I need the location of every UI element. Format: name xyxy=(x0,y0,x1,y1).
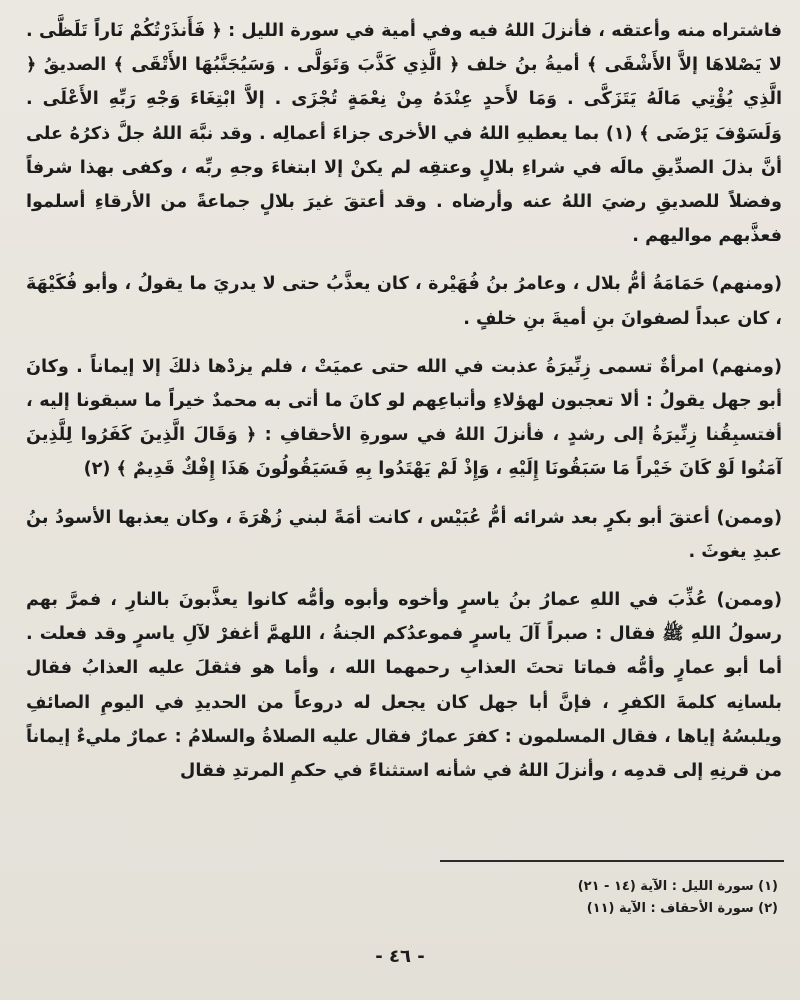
footnotes xyxy=(458,876,778,920)
main-text xyxy=(26,14,782,788)
page-number: - ٤٦ - xyxy=(375,946,425,967)
footnote-2: (٢) سورة الأحقاف : الآية (١١) xyxy=(586,901,778,916)
footnote-divider xyxy=(440,860,784,862)
paragraph-5: (وممن) عُذِّبَ في اللهِ عمارُ بنُ ياسرٍ وأخوه وأبوه وأمُّه كانوا يعذَّبونَ بالنارِ ، فمرَّ بهم رسولُ اللهِ ﷺ فقال : صبراً آلَ ياسرٍ فموعدُكم الجنةُ ، اللهمَّ أغفرْ لآلِ ياسرٍ وقد فعلت . أما أبو عمارٍ وأمُّه فماتا تحتَ العذابِ رحمهما الله ، وأما هو فثقلَ عليه العذابُ فقال بلسانِه كلمةَ الكفرِ ، فإنَّ أبا جهل كان يجعل له دروعاً من الحديدِ في اليومِ الصائفِ ويلبسُهُ إياها ، فقال المسلمون : كفرَ عمارٌ فقال عليه الصلاةُ والسلامُ : عمارٌ مليءٌ إيماناً من قرنِهِ إلى قدمِه ، وأنزلَ اللهُ في شأنه استثناءً في حكمِ المرتدِ فقال xyxy=(26,590,782,782)
paragraph-4: (وممن) أعتقَ أبو بكرٍ بعد شرائه أمُّ عُبَيْس ، كانت أمَةً لبني زُهْرَةَ ، وكان يعذبها الأسودُ بنُ عبدِ يغوثَ . xyxy=(26,507,782,562)
paragraph-1: فاشتراه منه وأعتقه ، فأنزلَ اللهُ فيه وفي أمية في سورة الليل : ﴿ فَأَنذَرْتُكُمْ نَاراً تَلَظَّى . لا يَصْلاهَا إلاَّ الأَشْقَى ﴾ أميةُ بنُ خلف ﴿ الَّذِي كَذَّبَ وَتَوَلَّى . وَسَيُجَنَّبُهَا الأَتْقَى ﴾ الصديقُ ﴿ الَّذِي يُؤْتِي مَالَهُ يَتَزَكَّى . وَمَا لأَحدٍ عِنْدَهُ مِنْ نِعْمَةٍ تُجْزَى . إلاَّ ابْتِغَاءَ وَجْهِ رَبِّهِ الأَعْلَى . وَلَسَوْفَ يَرْضَى ﴾ (١) بما يعطيهِ اللهُ في الأخرى جزاءَ أعمالِه . وقد نبَّهَ اللهُ جلَّ ذكرُهُ على أنَّ بذلَ الصدِّيقِ مالَه في شراءِ بلالٍ وعتقِه لم يكنْ إلا ابتغاءَ وجهِ ربِّه ، وكفى بهذا شرفاً وفضلاً للصديقِ رضيَ اللهُ عنه وأرضاه . وقد أعتقَ غيرَ بلالٍ جماعةً من الأرقاءِ أسلموا فعذَّبهم مواليهم . xyxy=(26,21,782,247)
footnote-1: (١) سورة الليل : الآية (١٤ - ٢١) xyxy=(577,879,778,894)
paragraph-2: (ومنهم) حَمَامَةُ أمُّ بلال ، وعامرُ بنُ فُهَيْرة ، كان يعذَّبُ حتى لا يدريَ ما يقولُ ، وأبو فُكَيْهَةَ ، كان عبداً لصفوانَ بنِ أميةَ بنِ خلفٍ . xyxy=(26,274,782,329)
paragraph-3: (ومنهم) امرأةٌ تسمى زِنِّيرَةُ عذبت في الله حتى عميَتْ ، فلم يزدْها ذلكَ إلا إيماناً . وكانَ أبو جهل يقولُ : ألا تعجبون لهؤلاءِ وأتباعِهم لو كانَ ما أتى به محمدٌ خيراً ما سبقونا إليه ، أفتسبِقُنا زِنِّيرَةُ إلى رشدٍ ، فأنزلَ اللهُ في سورةِ الأحقافِ : ﴿ وَقَالَ الَّذِينَ كَفَرُوا لِلَّذِينَ آمَنُوا لَوْ كَانَ خَيْراً مَا سَبَقُونَا إِلَيْهِ ، وَإِذْ لَمْ يَهْتَدُوا بِهِ فَسَيَقُولُونَ هَذَا إِفْكٌ قَدِيمٌ ﴾ (٢) xyxy=(26,356,782,480)
